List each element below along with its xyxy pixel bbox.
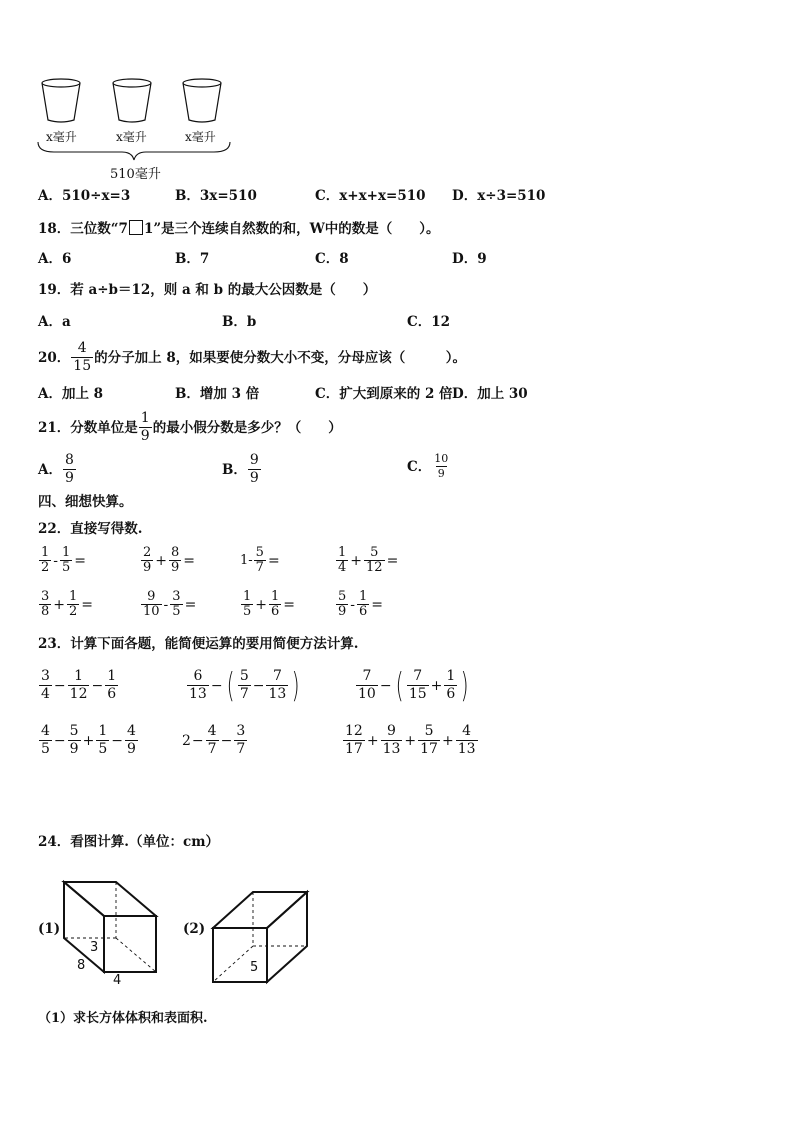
q19-question: 19．若 a÷b＝12，则 a 和 b 的最大公因数是（ ） <box>38 282 377 298</box>
operator: = <box>267 552 280 569</box>
operator: = <box>183 552 196 569</box>
parenthesis: ) <box>291 665 300 706</box>
section-heading: 四、细想快算。 <box>38 494 133 510</box>
fraction: $\frac{1}{9}$ <box>140 410 150 444</box>
q18-question: 18．三位数“7 1”是三个连续自然数的和，W中的数是（ ）。 <box>38 221 440 237</box>
q18-option-c[interactable]: C．8 <box>315 251 349 267</box>
operator: − <box>252 677 265 694</box>
fraction: $\frac{3}{5}$ <box>172 589 181 619</box>
operator: + <box>82 732 95 749</box>
cups-total: 510毫升 <box>110 167 161 182</box>
operator: − <box>210 677 223 694</box>
cup-icon <box>42 79 80 122</box>
q21-option-a[interactable]: A． $\frac{8}{9}$ <box>38 452 74 486</box>
operator: − <box>111 732 123 749</box>
operator: + <box>366 732 379 749</box>
q17-option-b[interactable]: B．3x=510 <box>175 188 257 204</box>
operator: + <box>350 552 363 569</box>
cuboid-figure-2 <box>209 888 311 986</box>
operator: - <box>53 552 59 569</box>
fraction: $\frac{1}{5}$ <box>243 589 252 619</box>
parenthesis: ) <box>460 665 469 706</box>
q21-question: 21．分数单位是 $\frac{1}{9}$ 的最小假分数是多少？（ ） <box>38 410 342 444</box>
dimension-label: 8 <box>77 958 86 973</box>
q20-option-b[interactable]: B．增加 3 倍 <box>175 386 260 402</box>
fraction: $\frac{1}{2}$ <box>69 589 78 619</box>
operator: = <box>371 596 384 613</box>
fraction: $\frac{9}{9}$ <box>249 452 259 486</box>
fraction: $\frac{4}{7}$ <box>207 723 217 757</box>
fraction: $\frac{7}{10}$ <box>358 668 376 702</box>
q24-title: 24．看图计算.（单位：cm） <box>38 834 219 850</box>
fraction: $\frac{1}{5}$ <box>62 545 71 575</box>
q22-expression <box>140 546 196 575</box>
fraction: $\frac{12}{17}$ <box>345 723 363 757</box>
q23-expression <box>182 723 248 758</box>
q23-expression <box>38 723 139 758</box>
q17-option-c[interactable]: C．x+x+x=510 <box>315 188 426 204</box>
cup-label: x毫升 <box>185 130 216 144</box>
parenthesis: ( <box>395 665 404 706</box>
fraction: $\frac{8}{9}$ <box>171 545 180 575</box>
q23-expression <box>186 665 303 706</box>
q23-expression <box>342 723 479 758</box>
fraction: $\frac{3}{7}$ <box>236 723 246 757</box>
q22-expression <box>335 546 399 575</box>
q21-option-c[interactable]: C． $\frac{10}{9}$ <box>407 452 449 480</box>
operator: + <box>255 596 268 613</box>
operator: − <box>53 677 66 694</box>
q17-option-d[interactable]: D．x÷3=510 <box>452 188 546 204</box>
q24-subquestion: （1）求长方体体积和表面积. <box>38 1011 208 1026</box>
q23-title: 23．计算下面各题，能简便运算的要用简便方法计算. <box>38 636 359 652</box>
q19-option-b[interactable]: B．b <box>222 314 257 330</box>
fraction: $\frac{9}{10}$ <box>143 589 160 619</box>
q18-option-a[interactable]: A．6 <box>38 251 72 267</box>
q20-option-a[interactable]: A．加上 8 <box>38 386 104 402</box>
fraction: $\frac{5}{9}$ <box>338 589 347 619</box>
fraction: $\frac{1}{6}$ <box>446 668 456 702</box>
q23-expression <box>355 665 472 706</box>
cuboid-figure-1 <box>60 878 160 976</box>
fraction: $\frac{1}{6}$ <box>271 589 280 619</box>
operator: − <box>379 677 392 694</box>
q18-option-d[interactable]: D．9 <box>452 251 487 267</box>
fraction: $\frac{1}{6}$ <box>359 589 368 619</box>
operator: = <box>283 596 296 613</box>
operator: = <box>184 596 197 613</box>
dimension-label: 5 <box>250 960 259 975</box>
fraction: $\frac{4}{9}$ <box>126 723 136 757</box>
cup-icon <box>183 79 221 122</box>
q17-option-a[interactable]: A．510÷x=3 <box>38 188 131 204</box>
fraction: $\frac{9}{13}$ <box>382 723 401 757</box>
q22-expression <box>240 590 296 619</box>
fraction: $\frac{7}{15}$ <box>408 668 427 702</box>
q22-title: 22．直接写得数. <box>38 521 143 537</box>
operator: − <box>220 732 233 749</box>
whole-number: 1- <box>240 553 253 568</box>
cup-label: x毫升 <box>46 130 77 144</box>
q20-option-c[interactable]: C．扩大到原来的 2 倍 <box>315 386 453 402</box>
fraction: $\frac{5}{7}$ <box>239 668 249 702</box>
operator: = <box>81 596 94 613</box>
operator: + <box>53 596 66 613</box>
operator: + <box>404 732 417 749</box>
q18-option-b[interactable]: B．7 <box>175 251 210 267</box>
fraction: $\frac{1}{12}$ <box>69 668 88 702</box>
q19-option-c[interactable]: C．12 <box>407 314 451 330</box>
fraction: $\frac{1}{6}$ <box>107 668 117 702</box>
fraction: $\frac{3}{8}$ <box>41 589 50 619</box>
q21-option-b[interactable]: B． $\frac{9}{9}$ <box>222 452 259 486</box>
operator: = <box>74 552 87 569</box>
operator: + <box>430 677 443 694</box>
fraction: $\frac{2}{9}$ <box>143 545 152 575</box>
operator: + <box>441 732 454 749</box>
operator: − <box>53 732 66 749</box>
q22-expression <box>335 590 384 619</box>
fraction: $\frac{4}{15}$ <box>73 340 92 374</box>
figure-label: (2) <box>183 921 206 937</box>
fraction: $\frac{1}{4}$ <box>338 545 347 575</box>
operator: - <box>350 596 356 613</box>
fraction: $\frac{5}{12}$ <box>366 545 383 575</box>
fraction: $\frac{7}{13}$ <box>268 668 287 702</box>
q22-expression <box>38 546 87 575</box>
operator: = <box>386 552 399 569</box>
figure-label: (1) <box>38 921 61 937</box>
dimension-label: 3 <box>90 940 99 955</box>
fraction: $\frac{1}{2}$ <box>41 545 50 575</box>
cup-label: x毫升 <box>116 130 147 144</box>
q22-expression <box>240 546 281 575</box>
fraction: $\frac{4}{5}$ <box>41 723 50 757</box>
dimension-label: 4 <box>113 973 122 988</box>
fraction: $\frac{3}{4}$ <box>41 668 50 702</box>
q20-option-d[interactable]: D．加上 30 <box>452 386 528 402</box>
fraction: $\frac{6}{13}$ <box>189 668 207 702</box>
q22-expression <box>140 590 197 619</box>
q20-question: 20． $\frac{4}{15}$ 的分子加上 8，如果要使分数大小不变，分母应该（ ）。 <box>38 340 466 374</box>
parenthesis: ( <box>226 665 235 706</box>
operator: − <box>91 677 104 694</box>
cup-icon <box>113 79 151 122</box>
fraction: $\frac{10}{9}$ <box>434 452 449 480</box>
blank-box <box>129 220 143 235</box>
q19-option-a[interactable]: A．a <box>38 314 71 330</box>
operator: - <box>163 596 169 613</box>
fraction: $\frac{1}{5}$ <box>98 723 108 757</box>
fraction: $\frac{5}{7}$ <box>255 545 264 575</box>
fraction: $\frac{8}{9}$ <box>64 452 74 486</box>
fraction: $\frac{4}{13}$ <box>457 723 476 757</box>
fraction: $\frac{5}{9}$ <box>69 723 79 757</box>
operator: + <box>155 552 168 569</box>
whole-number: 2 <box>182 732 191 749</box>
operator: − <box>191 732 204 749</box>
q23-expression <box>38 668 119 703</box>
q22-expression <box>38 590 94 619</box>
fraction: $\frac{5}{17}$ <box>420 723 438 757</box>
